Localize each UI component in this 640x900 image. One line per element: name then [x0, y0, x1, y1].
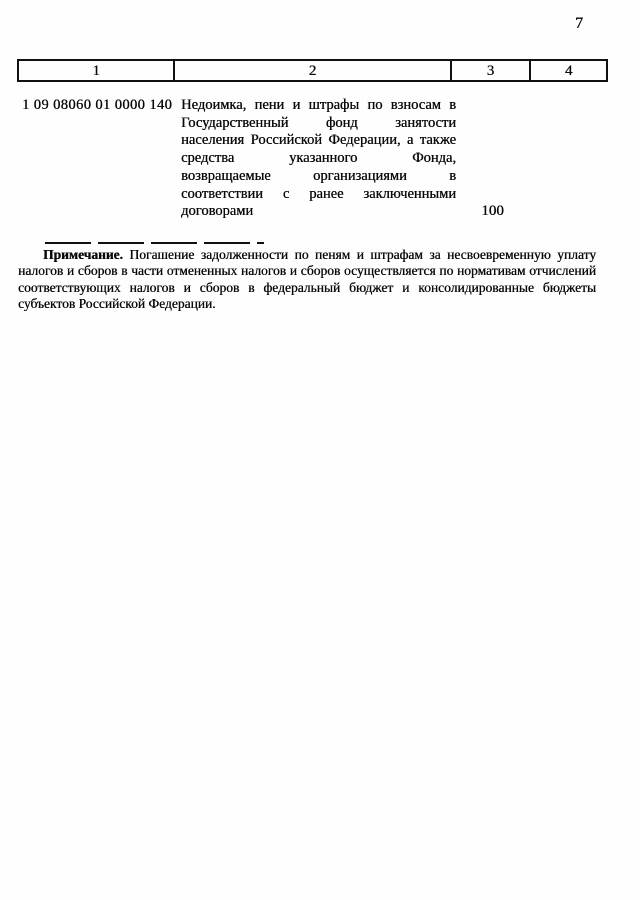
note-line-text: Погашение задолженности по пеням и штрафам за несвоевременную уплату — [129, 247, 596, 262]
entry-description-line: населения Российской Федерации, а также — [181, 132, 456, 149]
entry-description-line: возвращаемые организациями в — [181, 167, 456, 184]
note-label: Примечание. — [43, 247, 123, 262]
entry-description-line: Государственный фонд занятости — [181, 114, 456, 131]
column-header-row — [17, 59, 608, 82]
note-line — [18, 247, 596, 263]
note-line: налогов и сборов в части отмененных налогов и сборов осуществляется по нормативам отчислений — [18, 263, 596, 279]
column-header-2: 2 — [175, 61, 451, 80]
entry-code: 1 09 08060 01 0000 140 — [22, 97, 173, 113]
entry-description-line: договорами — [181, 203, 254, 220]
note — [18, 247, 596, 312]
column-header-4: 4 — [564, 63, 573, 79]
note-line: соответствующих налогов и сборов в федеральный бюджет и консолидированные бюджеты — [18, 279, 596, 295]
entry-description-line: средства указанного Фонда, — [181, 150, 456, 167]
entry-description-line: соответствии с ранее заключенными — [181, 185, 456, 202]
note-separator-line — [45, 242, 264, 244]
column-header-1: 1 — [19, 61, 175, 80]
entry-description — [181, 97, 456, 221]
entry-value: 100 — [481, 203, 504, 219]
column-header-3: 3 — [452, 61, 532, 80]
note-line: субъектов Российской Федерации. — [18, 295, 216, 311]
page-number: 7 — [575, 15, 583, 32]
entry-description-line: Недоимка, пени и штрафы по взносам в — [181, 97, 456, 113]
